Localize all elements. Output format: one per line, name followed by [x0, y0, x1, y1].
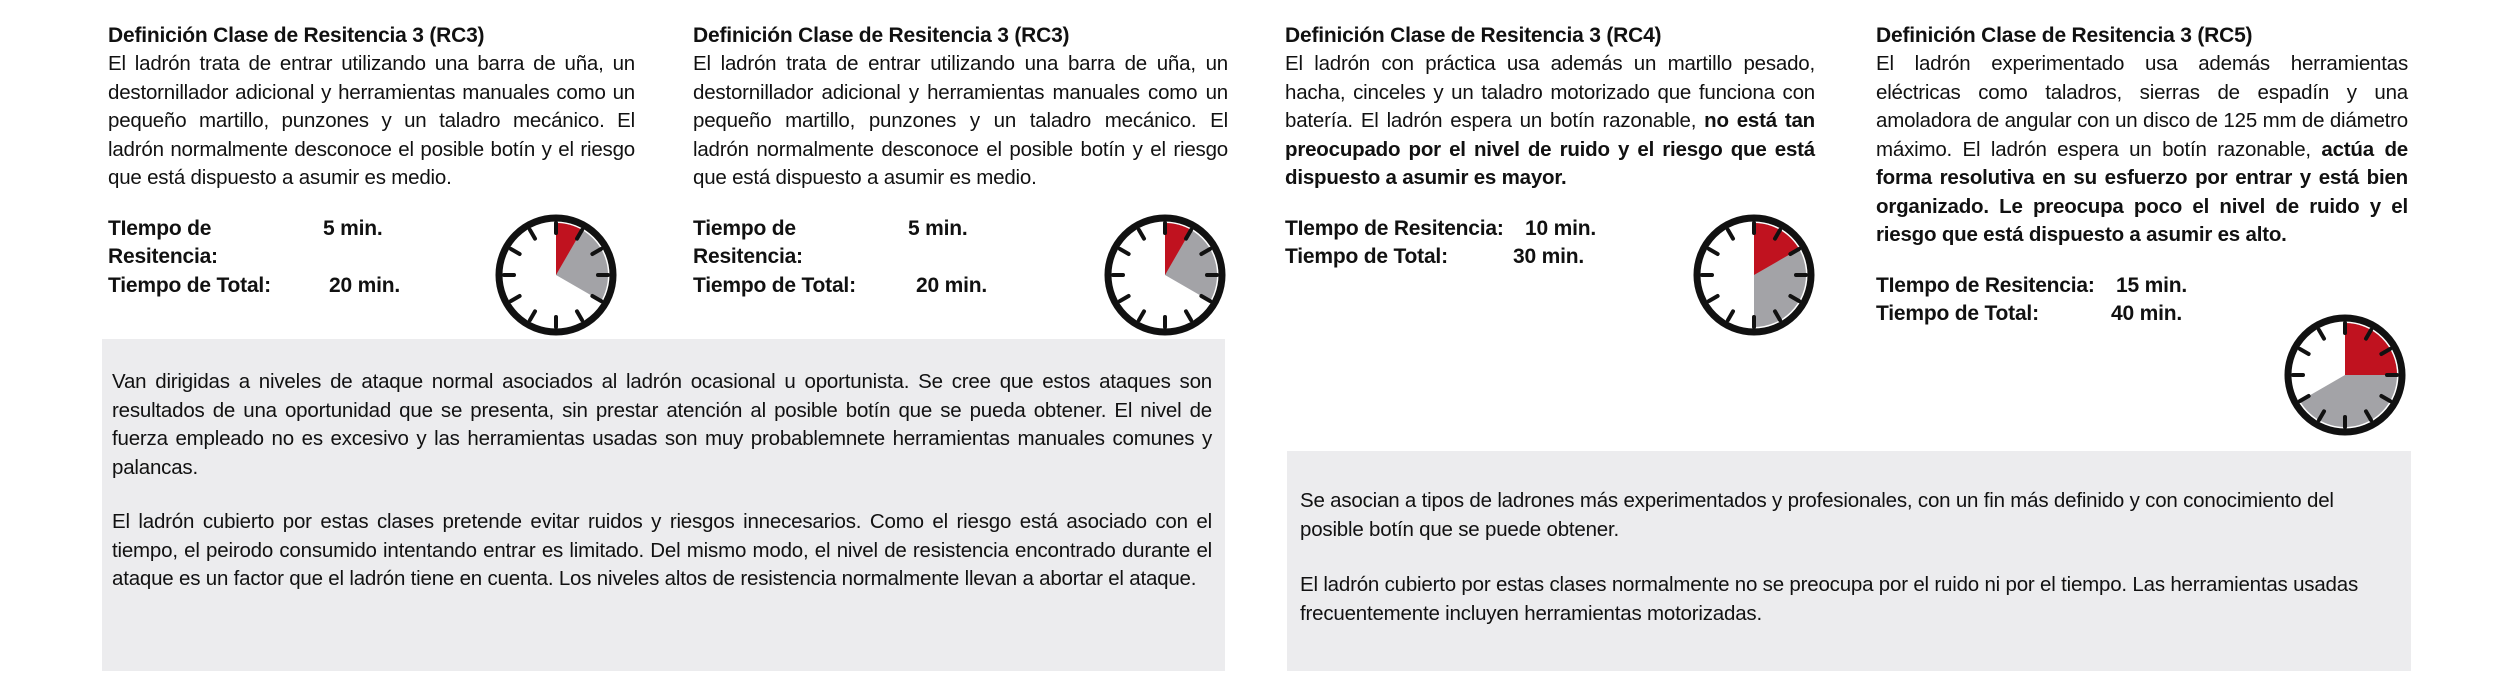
resistance-time-value: 5 min. — [908, 216, 968, 240]
resistance-time-value: 10 min. — [1525, 216, 1596, 240]
clock-tick — [1120, 249, 1129, 254]
clock-tick — [1709, 249, 1718, 254]
clock-tick — [1728, 230, 1733, 239]
rc5-title: Definición Clase de Resitencia 3 (RC5) — [1876, 24, 2253, 47]
rc3-title: Definición Clase de Resitencia 3 (RC3) — [693, 24, 1070, 47]
clock-tick — [1139, 230, 1144, 239]
clock-tick — [511, 249, 520, 254]
resistance-time-label: Tiempo de Resitencia: — [693, 216, 803, 268]
total-time-label: Tiempo de Total: — [1876, 302, 2039, 325]
info-paragraph: Se asocian a tipos de ladrones más experimentados y profesionales, con un fin más definido y con conocimiento del posible botín que se puede obtener. — [1300, 489, 2334, 541]
resistance-time-label: TIempo de Resitencia: — [1876, 273, 2095, 297]
resistance-time-value: 15 min. — [2116, 273, 2187, 297]
total-time-value: 20 min. — [329, 273, 400, 297]
clock-tick — [1186, 311, 1191, 320]
info-paragraph: El ladrón cubierto por estas clases normalmente no se preocupa por el ruido ni por el tiempo. Las herramientas usadas frecuentemente incluyen herramientas motorizadas. — [1300, 573, 2358, 625]
total-time-label: Tiempo de Total: — [108, 273, 271, 297]
occasional-burglar-info-box — [102, 339, 1225, 671]
professional-burglar-info-box — [1287, 451, 2411, 671]
rc4-title: Definición Clase de Resitencia 3 (RC4) — [1285, 24, 1662, 47]
rc5-description-plain: El ladrón experimentado usa además herramientas eléctricas como taladros, sierras de espadín y una amoladora de angular con un disco de 125 mm de diámetro máximo. El ladrón espera un botín razonable, — [1876, 52, 2408, 161]
clock-tick — [530, 311, 535, 320]
clock-tick — [1120, 296, 1129, 301]
rc3-title: Definición Clase de Resitencia 3 (RC3) — [108, 24, 485, 47]
rc5-description-bold: actúa de forma resolutiva en su esfuerzo por entrar y está bien organizado. Le preocupa poco el nivel de ruido y el riesgo que está dispuesto a asumir es alto. — [1876, 137, 2408, 246]
clock-tick — [511, 296, 520, 301]
resistance-time-label: TIempo de Resitencia: — [1285, 216, 1504, 240]
rc3-clock-icon — [491, 210, 621, 340]
info-paragraph: Van dirigidas a niveles de ataque normal asociados al ladrón ocasional u oportunista. Se cree que estos ataques son resultados de una oportunidad que se presenta, sin prestar atención al posible botín que se pueda obtener. El nivel de fuerza empleado no es excesivo y las herramientas usadas son muy probablemnete herramientas manuales comunes y palancas. — [112, 370, 1212, 479]
total-time-value: 30 min. — [1513, 245, 1584, 268]
rc3-description: El ladrón trata de entrar utilizando una barra de uña, un destornillador adicional y herramientas manuales como un pequeño martillo, punzones y un taladro mecánico. El ladrón normalmente desconoce el posible botín y el riesgo que está dispuesto a asumir es medio. — [693, 52, 1228, 189]
resistance-time-label: TIempo de Resitencia: — [108, 216, 218, 268]
total-time-value: 40 min. — [2111, 302, 2182, 325]
clock-tick — [1139, 311, 1144, 320]
clock-tick — [2319, 330, 2324, 339]
rc5-clock-icon — [2280, 310, 2410, 440]
clock-tick — [577, 311, 582, 320]
rc3-description: El ladrón trata de entrar utilizando una barra de uña, un destornillador adicional y herramientas manuales como un pequeño martillo, punzones y un taladro mecánico. El ladrón normalmente desconoce el posible botín y el riesgo que está dispuesto a asumir es medio. — [108, 52, 635, 189]
info-paragraph: El ladrón cubierto por estas clases pretende evitar ruidos y riesgos innecesarios. Como el riesgo está asociado con el tiempo, el peirodo consumido intentando entrar es limitado. Del mismo modo, el nivel de resistencia encontrado durante el ataque es un factor que el ladrón tiene en cuenta. Los niveles altos de resistencia normalmente llevan a abortar el ataque. — [112, 510, 1212, 590]
rc5-description — [1876, 50, 2408, 250]
total-time-label: Tiempo de Total: — [693, 273, 856, 297]
total-time-value: 20 min. — [916, 273, 987, 297]
total-time-label: Tiempo de Total: — [1285, 245, 1448, 268]
rc4-description-bold: no está tan preocupado por el nivel de ruido y el riesgo que está dispuesto a asumir es mayor. — [1285, 109, 1815, 189]
rc4-description — [1285, 50, 1815, 193]
clock-tick — [1709, 296, 1718, 301]
clock-tick — [1728, 311, 1733, 320]
resistance-time-value: 5 min. — [323, 216, 383, 240]
clock-tick — [530, 230, 535, 239]
rc4-clock-icon — [1689, 210, 1819, 340]
rc5-column — [1876, 22, 2408, 329]
rc3-clock-icon — [1100, 210, 1230, 340]
clock-tick — [2300, 349, 2309, 354]
rc4-description-plain: El ladrón con práctica usa además un martillo pesado, hacha, cinceles y un taladro motorizado que funciona con batería. El ladrón espera un botín razonable, — [1285, 52, 1815, 132]
